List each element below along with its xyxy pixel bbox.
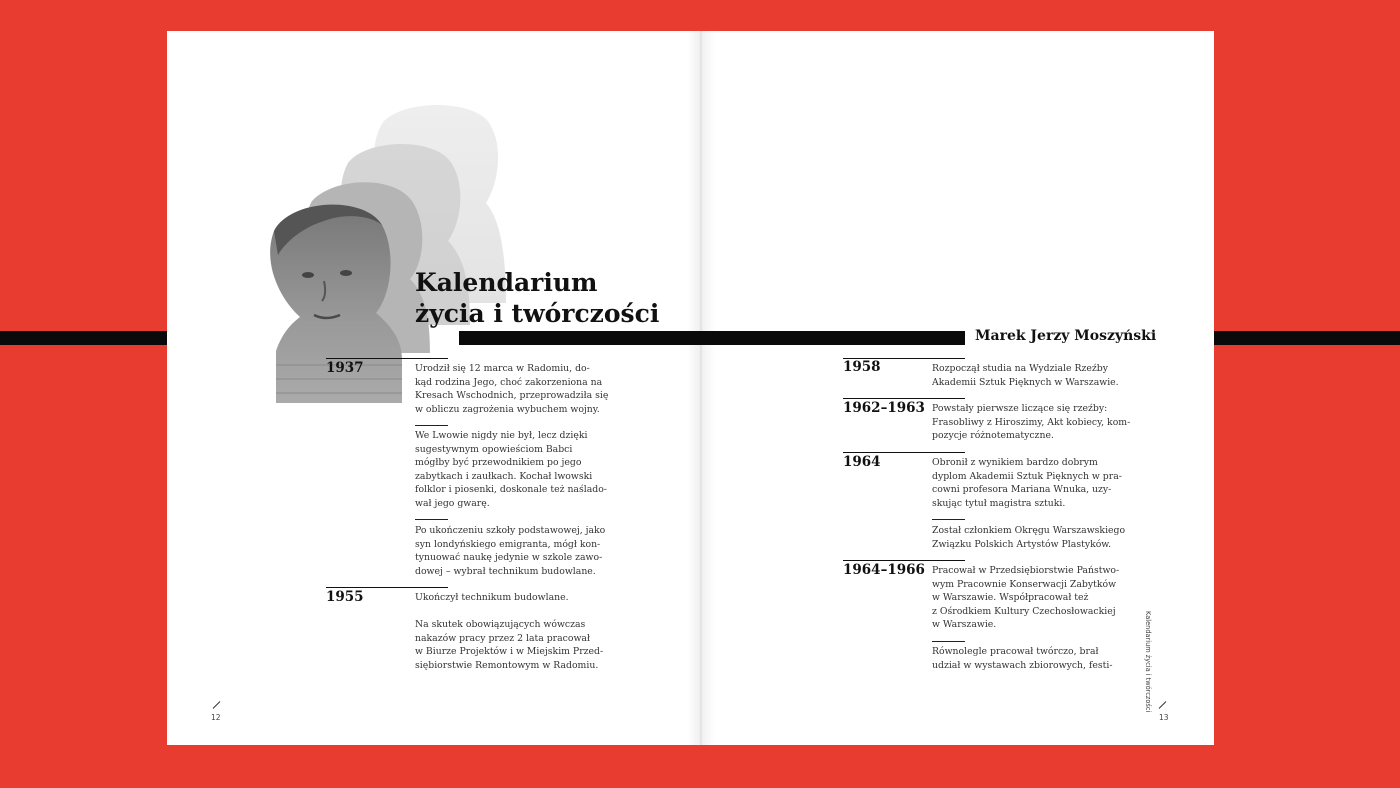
page-number-slash-icon [1159, 701, 1167, 709]
paragraph-separator [415, 519, 448, 520]
title-line-2: życia i twórczości [415, 299, 660, 328]
paragraph-separator [932, 641, 965, 642]
timeline-paragraph: Po ukończeniu szkoły podstawowej, jako syn londyńskiego emigranta, mógł kon- tynuować naukę jedynie w szkole zawo- dowej – wybrał technikum budowlane. [415, 525, 606, 577]
page-number-left: 12 [211, 713, 221, 722]
timeline-paragraph: Został członkiem Okręgu Warszawskiego Związku Polskich Artystów Plastyków. [932, 525, 1126, 550]
page-number-right: 13 [1159, 713, 1169, 722]
entry-rule [326, 358, 448, 359]
running-title-vertical: Kalendarium życia i twórczości [1144, 611, 1152, 713]
book-spread [167, 31, 1214, 745]
timeline-paragraph: Ukończył technikum budowlane. [415, 592, 569, 603]
author-name: Marek Jerzy Moszyński [975, 328, 1157, 344]
timeline-paragraph: Obronił z wynikiem bardzo dobrym dyplom Akademii Sztuk Pięknych w pra- cowni profesora Mariana Wnuka, uzy- skując tytuł magistra sztuki. [932, 457, 1122, 509]
title-line-1: Kalendarium [415, 268, 598, 297]
title-underline-bar [459, 331, 965, 345]
timeline-year: 1955 [326, 589, 364, 605]
entry-rule [843, 452, 965, 453]
entry-rule [326, 587, 448, 588]
timeline-paragraph: We Lwowie nigdy nie był, lecz dzięki sugestywnym opowieściom Babci mógłby być przewodnikiem po jego zabytkach i zaułkach. Kochał lwowski folklor i piosenki, doskonale też naślado- wał jego gwarę. [415, 430, 607, 509]
timeline-paragraph: Pracował w Przedsiębiorstwie Państwo- wym Pracownie Konserwacji Zabytków w Warszawie. Współpracował też z Ośrodkiem Kultury Czechosłowackiej w Warszawie. [932, 565, 1120, 631]
page-title [415, 267, 659, 329]
paragraph-separator [415, 425, 448, 426]
entry-rule [843, 560, 965, 561]
timeline-year: 1958 [843, 359, 881, 375]
book-gutter-shadow [687, 31, 715, 745]
timeline-paragraph: Równolegle pracował twórczo, brał udział w wystawach zbiorowych, festi- [932, 646, 1113, 671]
entry-rule [843, 398, 965, 399]
timeline-paragraph: Rozpoczął studia na Wydziale Rzeźby Akademii Sztuk Pięknych w Warszawie. [932, 363, 1119, 388]
timeline-year: 1964 [843, 454, 881, 470]
timeline-paragraph: Na skutek obowiązujących wówczas nakazów pracy przez 2 lata pracował w Biurze Projektów i w Miejskim Przed- siębiorstwie Remontowym w Radomiu. [415, 619, 604, 671]
timeline-year: 1964–1966 [843, 562, 925, 578]
timeline-paragraph: Urodził się 12 marca w Radomiu, do- kąd rodzina Jego, choć zakorzeniona na Kresach Wschodnich, przeprowadziła się w obliczu zagrożenia wybuchem wojny. [415, 363, 609, 415]
paragraph-separator [932, 519, 965, 520]
timeline-year: 1937 [326, 360, 364, 376]
page-number-slash-icon [213, 701, 221, 709]
timeline-year: 1962–1963 [843, 400, 925, 416]
timeline-paragraph: Powstały pierwsze liczące się rzeźby: Frasobliwy z Hiroszimy, Akt kobiecy, kom- pozycje różnotematyczne. [932, 403, 1131, 442]
